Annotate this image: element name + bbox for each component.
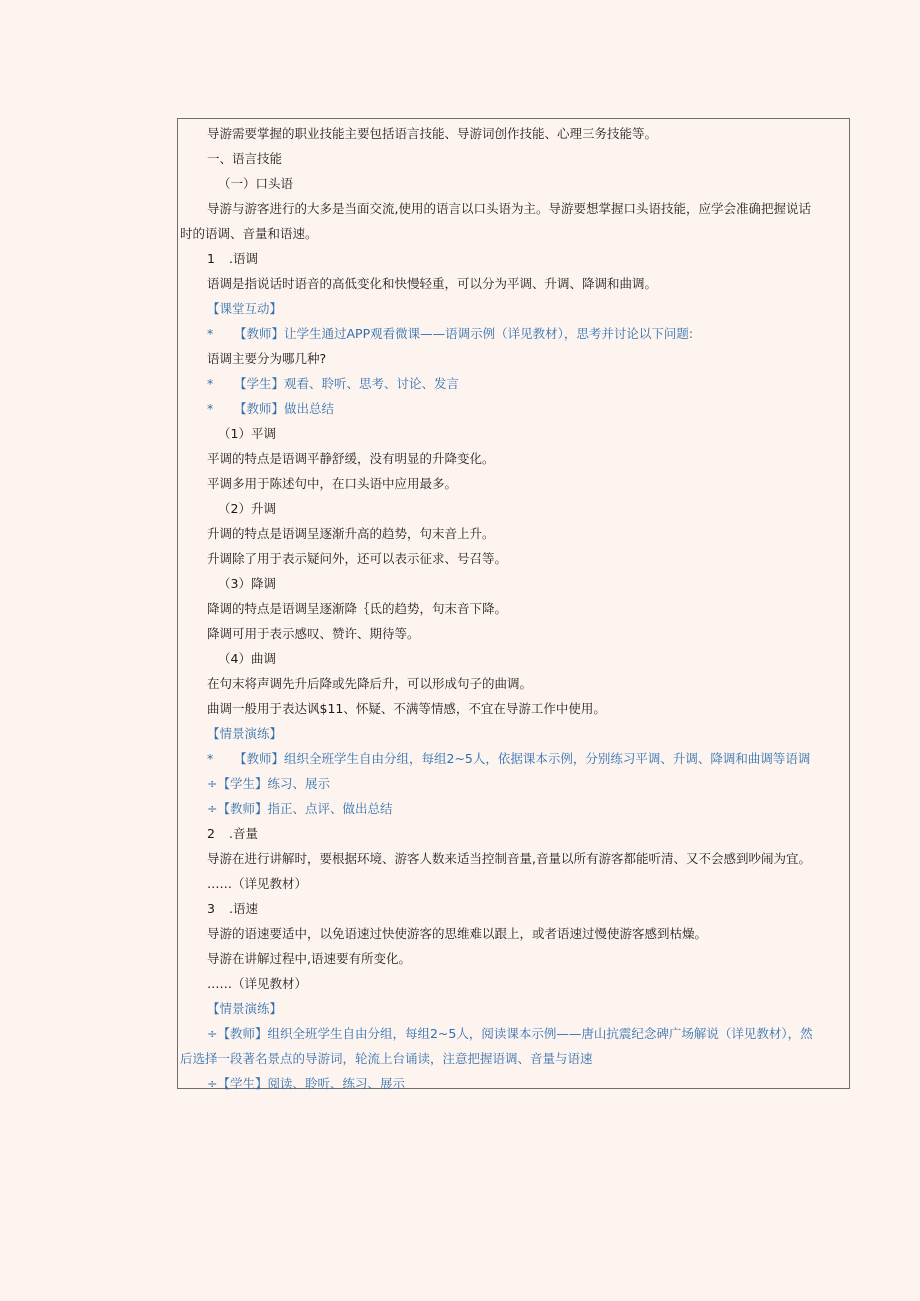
section-title: .语速	[229, 901, 258, 916]
text-line	[180, 246, 848, 271]
text-line: （一）口头语	[218, 176, 294, 191]
text-line: ÷【学生】阅读、聆听、练习、展示	[207, 1076, 405, 1091]
text-line: ……（详见教材）	[207, 976, 308, 991]
text-line: （4）曲调	[218, 651, 276, 666]
section-number: 3	[207, 901, 215, 916]
text-line: 在句末将声调先升后降或先降后升，可以形成句子的曲调。	[207, 676, 533, 691]
section-number: 1	[207, 251, 215, 266]
section-title: .语调	[229, 251, 258, 266]
line-text: 【教师】做出总结	[234, 401, 335, 416]
text-line: 后选择一段著名景点的导游词，轮流上台诵读，注意把握语调、音量与语速	[180, 1051, 593, 1066]
text-line: 时的语调、音量和语速。	[180, 226, 318, 241]
text-line	[180, 321, 848, 346]
text-line: 导游需要掌握的职业技能主要包括语言技能、导游词创作技能、心理三务技能等。	[207, 126, 658, 141]
text-line: 导游的语速要适中，以免语速过快使游客的思维难以跟上，或者语速过慢使游客感到枯燥。	[207, 926, 708, 941]
text-line: 导游与游客进行的大多是当面交流,使用的语言以口头语为主。导游要想掌握口头语技能，应学会准确把握说话	[207, 201, 811, 216]
bullet-marker: *	[207, 751, 214, 766]
text-line: 升调的特点是语调呈逐渐升高的趋势，句末音上升。	[207, 526, 495, 541]
text-line	[180, 396, 848, 421]
text-line: 一、语言技能	[207, 151, 283, 166]
line-text: 【教师】组织全班学生自由分组，每组2~5人，依据课本示例，分别练习平调、升调、降调和曲调等语调	[234, 751, 811, 766]
text-line: ÷【学生】练习、展示	[207, 776, 330, 791]
text-line: 曲调一般用于表达讽$11、怀疑、不满等情感，不宜在导游工作中使用。	[207, 701, 606, 716]
section-number: 2	[207, 826, 215, 841]
text-line: （3）降调	[218, 576, 276, 591]
bullet-marker: *	[207, 326, 214, 341]
text-line: ……（详见教材）	[207, 876, 308, 891]
text-line: ÷【教师】组织全班学生自由分组，每组2~5人，阅读课本示例——唐山抗震纪念碑广场解说（详见教材），然	[207, 1026, 813, 1041]
text-line: ÷【教师】指正、点评、做出总结	[207, 801, 393, 816]
text-line: 语调是指说话时语音的高低变化和快慢轻重，可以分为平调、升调、降调和曲调。	[207, 276, 658, 291]
text-line: 升调除了用于表示疑问外，还可以表示征求、号召等。	[207, 551, 508, 566]
text-line: （1）平调	[218, 426, 276, 441]
text-line	[180, 896, 848, 921]
text-line	[180, 746, 848, 771]
text-line: 语调主要分为哪几种?	[207, 351, 327, 366]
bullet-marker: *	[207, 376, 214, 391]
text-line	[180, 821, 848, 846]
text-line: 降调的特点是语调呈逐渐降｛氐的趋势，句末音下降。	[207, 601, 508, 616]
document-body	[180, 121, 848, 1096]
text-line: 【情景演练】	[207, 726, 283, 741]
text-line: 导游在讲解过程中,语速要有所变化。	[207, 951, 411, 966]
text-line: （2）升调	[218, 501, 276, 516]
text-line	[180, 371, 848, 396]
text-line: 平调的特点是语调平静舒缓，没有明显的升降变化。	[207, 451, 495, 466]
text-line: 【情景演练】	[207, 1001, 283, 1016]
bullet-marker: *	[207, 401, 214, 416]
line-text: 【学生】观看、聆听、思考、讨论、发言	[234, 376, 460, 391]
section-title: .音量	[229, 826, 258, 841]
text-line: 降调可用于表示感叹、赞许、期待等。	[207, 626, 420, 641]
text-line: 导游在进行讲解时，要根据环境、游客人数来适当控制音量,音量以所有游客都能听清、又不会感到吵闹为宜。	[207, 851, 811, 866]
text-line: 【课堂互动】	[207, 301, 283, 316]
line-text: 【教师】让学生通过APP观看微课——语调示例（详见教材），思考并讨论以下问题:	[234, 326, 694, 341]
text-line: 平调多用于陈述句中，在口头语中应用最多。	[207, 476, 458, 491]
